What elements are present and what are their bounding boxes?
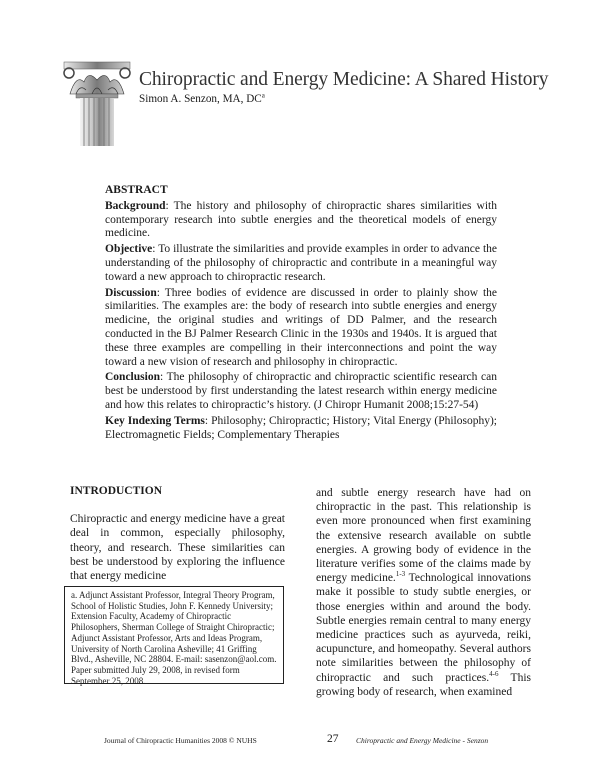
- affiliation-footnote-box: [64, 586, 284, 684]
- author-name: Simon A. Senzon, MA, DC: [139, 93, 262, 105]
- abstract-objective: [105, 243, 497, 284]
- abstract: [105, 184, 497, 444]
- discussion-label: Discussion: [105, 286, 157, 299]
- author-affiliation-marker: a: [261, 91, 265, 100]
- column-capital-illustration: [62, 60, 132, 146]
- right-text-part3: This growing body of research, when examined: [316, 671, 531, 698]
- affiliation-text: a. Adjunct Assistant Professor, Integral Theory Program, School of Holistic Studies, John F. Kennedy University; Extension Faculty, Academy of Chiropractic Philosophers, Sherman College of Straight Chiropractic; Adjunct Assistant Professor, Arts and Ideas Program, University of North Carolina Asheville; 41 Griffing Blvd., Asheville, NC 28804. E-mail: sasenzon@aol.com.: [71, 590, 277, 665]
- objective-label: Objective: [105, 243, 153, 256]
- discussion-text: : Three bodies of evidence are discussed in order to plainly show the similarities. The examples are: the body of research into subtle energies and energy medicine, the original studies and writings of DD Palmer, and the research conducted in the BJ Palmer Research Clinic in the 1930s and 1940s. It is argued that these three examples are compelling in their interconnections and point the way toward a new vision of research and philosophy in chiropractic.: [105, 286, 497, 368]
- footer-running-title: Chiropractic and Energy Medicine - Senzon: [356, 736, 489, 745]
- citation-1-3: 1-3: [395, 570, 406, 579]
- abstract-conclusion: [105, 371, 497, 412]
- keywords-text: : Philosophy; Chiropractic; History; Vital Energy (Philosophy); Electromagnetic Fields; Complementary Therapies: [105, 414, 497, 441]
- abstract-keywords: [105, 415, 497, 443]
- right-text-part1: and subtle energy research have had on chiropractic in the past. This relationship is even more pronounced when first examining the extensive research available on subtle energies. A growing body of evidence in the literature verifies some of the claims made by energy medicine.: [316, 487, 531, 585]
- background-text: : The history and philosophy of chiropractic shares similarities with contemporary research into subtle energies and the theoretical models of energy medicine.: [105, 199, 497, 240]
- page-number: 27: [327, 733, 339, 745]
- introduction-paragraph: Chiropractic and energy medicine have a great deal in common, especially philosophy, theory, and research. These similarities can best be understood by exploring the influence that energy medicine: [70, 513, 285, 583]
- right-text-part2: Technological innovations make it possible to study subtle energies, or those energies within and around the body. Subtle energies remain central to many energy medicine practices such as ayurveda, reiki, acupuncture, and homeopathy. Several authors note similarities between the philosophy of chiropractic and such practices.: [316, 572, 531, 684]
- article-title: Chiropractic and Energy Medicine: A Shared History: [139, 69, 549, 90]
- conclusion-label: Conclusion: [105, 371, 160, 384]
- objective-text: : To illustrate the similarities and provide examples in order to advance the understanding of the philosophy of chiropractic and contribute in a meaningful way toward a new approach to chiropractic research.: [105, 243, 497, 283]
- citation-4-6: 4-6: [489, 669, 499, 678]
- right-column: [316, 486, 531, 699]
- conclusion-text: : The philosophy of chiropractic and chiropractic scientific research can best be understood by first understanding the latest research within energy medicine and how this relates to chiropractic’s history. (J Chiropr Humanit 2008;15:27-54): [105, 371, 497, 411]
- background-label: Background: [105, 199, 166, 212]
- author-line: [139, 93, 265, 105]
- abstract-background: [105, 200, 497, 241]
- introduction-heading: INTRODUCTION: [70, 485, 163, 497]
- abstract-heading: ABSTRACT: [105, 184, 168, 196]
- keywords-label: Key Indexing Terms: [105, 414, 205, 427]
- abstract-discussion: [105, 287, 497, 370]
- left-column: [70, 484, 285, 583]
- submission-dates: Paper submitted July 29, 2008, in revised form September 25, 2008.: [71, 664, 240, 686]
- right-column-paragraph: [316, 486, 531, 699]
- footer-journal: Journal of Chiropractic Humanities 2008 © NUHS: [104, 736, 257, 745]
